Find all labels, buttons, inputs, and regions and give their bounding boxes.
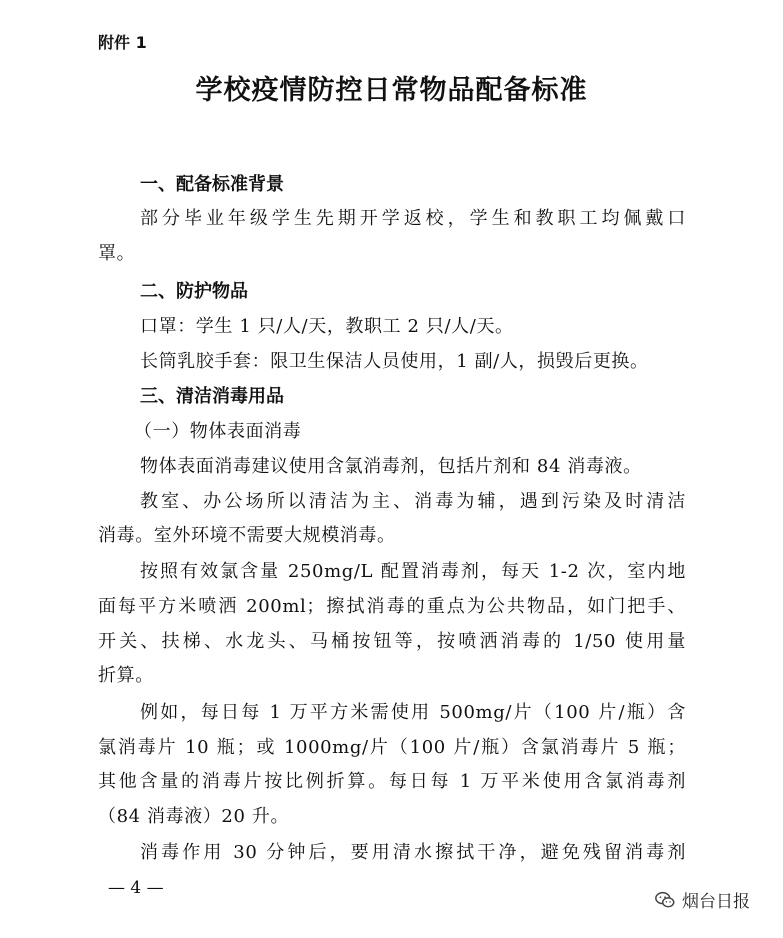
paragraph-line: 折算。 [98,665,154,686]
page-number: — 4 — [108,878,164,898]
paragraph-line: （84 消毒液）20 升。 [98,806,290,827]
paragraph-line: 长筒乳胶手套：限卫生保洁人员使用，1 副/人，损毁后更换。 [140,351,649,372]
section-heading-cleaning: 三、清洁消毒用品 [140,386,284,407]
paragraph-line: 物体表面消毒建议使用含氯消毒剂，包括片剂和 84 消毒液。 [140,456,642,477]
paragraph-line: 按照有效氯含量 250mg/L 配置消毒剂，每天 1-2 次，室内地 [140,561,686,582]
paragraph-line: 开关、扶梯、水龙头、马桶按钮等，按喷洒消毒的 1/50 使用量 [98,631,686,652]
brand-name: 烟台日报 [682,892,750,912]
attachment-label: 附件 1 [98,33,147,52]
section-heading-protection: 二、防护物品 [140,281,248,302]
paragraph-line: 例如，每日每 1 万平方米需使用 500mg/片（100 片/瓶）含 [140,702,686,723]
paragraph-line: 面每平方米喷洒 200ml；擦拭消毒的重点为公共物品，如门把手、 [98,596,686,617]
wechat-brand [654,887,750,912]
paragraph-line: 消毒。室外环境不需要大规模消毒。 [98,525,396,546]
subsection-heading: （一）物体表面消毒 [134,421,302,442]
page-title: 学校疫情防控日常物品配备标准 [195,75,588,106]
paragraph-line: 口罩：学生 1 只/人/天，教职工 2 只/人/天。 [140,316,514,337]
paragraph-line: 其他含量的消毒片按比例折算。每日每 1 万平米使用含氯消毒剂 [98,771,686,792]
paragraph-line: 教室、办公场所以清洁为主、消毒为辅，遇到污染及时清洁 [140,491,686,512]
paragraph-line: 部分毕业年级学生先期开学返校，学生和教职工均佩戴口 [140,208,686,229]
paragraph-line: 罩。 [98,243,136,264]
paragraph-line: 消毒作用 30 分钟后，要用清水擦拭干净，避免残留消毒剂 [140,842,686,863]
paragraph-line: 氯消毒片 10 瓶；或 1000mg/片（100 片/瓶）含氯消毒片 5 瓶； [98,737,686,758]
section-heading-background: 一、配备标准背景 [140,174,284,195]
wechat-icon [654,889,676,911]
